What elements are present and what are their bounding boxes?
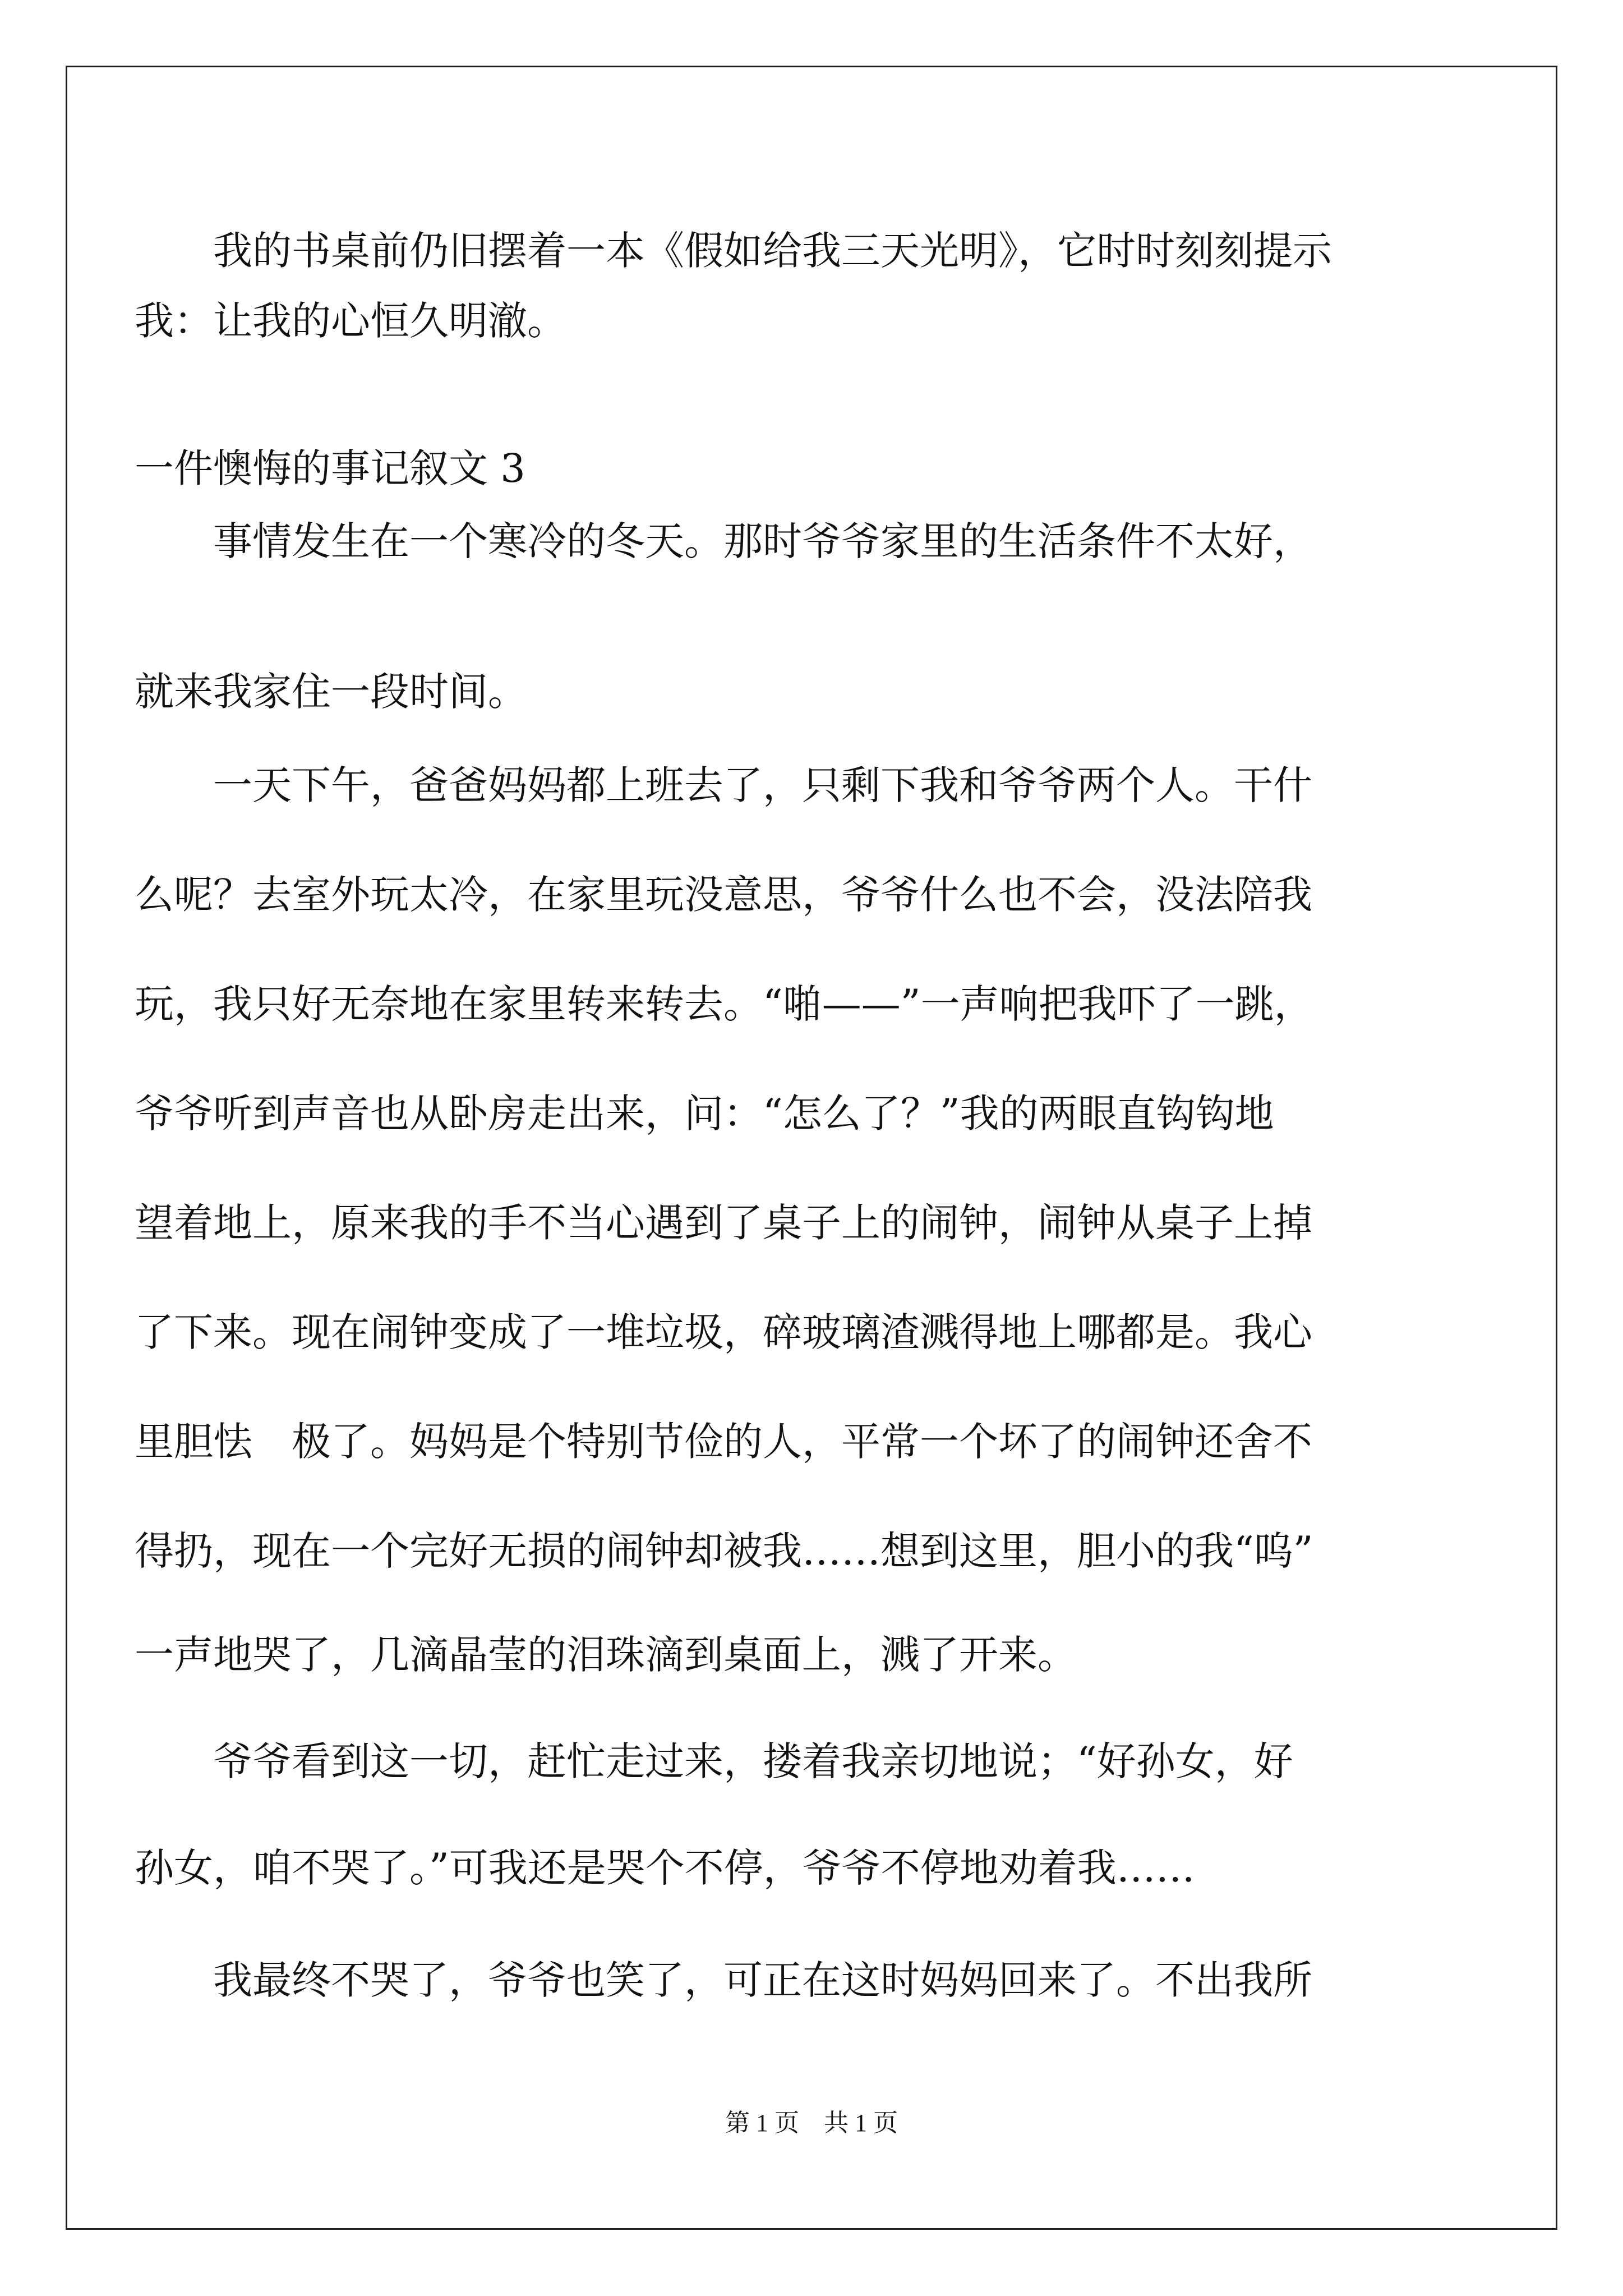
section-heading: 一件懊悔的事记叙文 3 [135, 445, 525, 491]
paragraph-line: 一声地哭了，几滴晶莹的泪珠滴到桌面上，溅了开来。 [135, 1632, 1077, 1678]
paragraph-line: 么呢？去室外玩太冷，在家里玩没意思，爷爷什么也不会，没法陪我 [135, 872, 1312, 918]
paragraph-line: 玩，我只好无奈地在家里转来转去。“啪——”一声响把我吓了一跳， [135, 981, 1313, 1027]
paragraph-line: 望着地上，原来我的手不当心遇到了桌子上的闹钟，闹钟从桌子上掉 [135, 1200, 1312, 1246]
paragraph-line: 爷爷看到这一切，赶忙走过来，搂着我亲切地说；“好孙女，好 [213, 1738, 1293, 1784]
paragraph-line: 一天下午，爸爸妈妈都上班去了，只剩下我和爷爷两个人。干什 [213, 762, 1312, 808]
paragraph-line: 我最终不哭了，爷爷也笑了，可正在这时妈妈回来了。不出我所 [213, 1957, 1312, 2003]
page-number-footer: 第 1 页 共 1 页 [725, 2109, 898, 2137]
paragraph-line: 得扔，现在一个完好无损的闹钟却被我……想到这里，胆小的我“呜” [135, 1528, 1313, 1574]
paragraph-line: 孙女，咱不哭了。”可我还是哭个不停，爷爷不停地劝着我…… [135, 1845, 1195, 1891]
page-border [66, 66, 1557, 2230]
paragraph-line: 就来我家住一段时间。 [135, 669, 527, 715]
paragraph-line: 了下来。现在闹钟变成了一堆垃圾，碎玻璃渣溅得地上哪都是。我心 [135, 1309, 1312, 1355]
paragraph-line: 爷爷听到声音也从卧房走出来，问：“怎么了？”我的两眼直钩钩地 [135, 1091, 1274, 1137]
paragraph-line: 我：让我的心恒久明澈。 [135, 298, 566, 344]
paragraph-line: 我的书桌前仍旧摆着一本《假如给我三天光明》，它时时刻刻提示 [213, 228, 1332, 274]
paragraph-line: 事情发生在一个寒冷的冬天。那时爷爷家里的生活条件不太好， [213, 518, 1312, 564]
paragraph-line: 里胆怯 极了。妈妈是个特别节俭的人，平常一个坏了的闹钟还舍不 [135, 1419, 1312, 1465]
